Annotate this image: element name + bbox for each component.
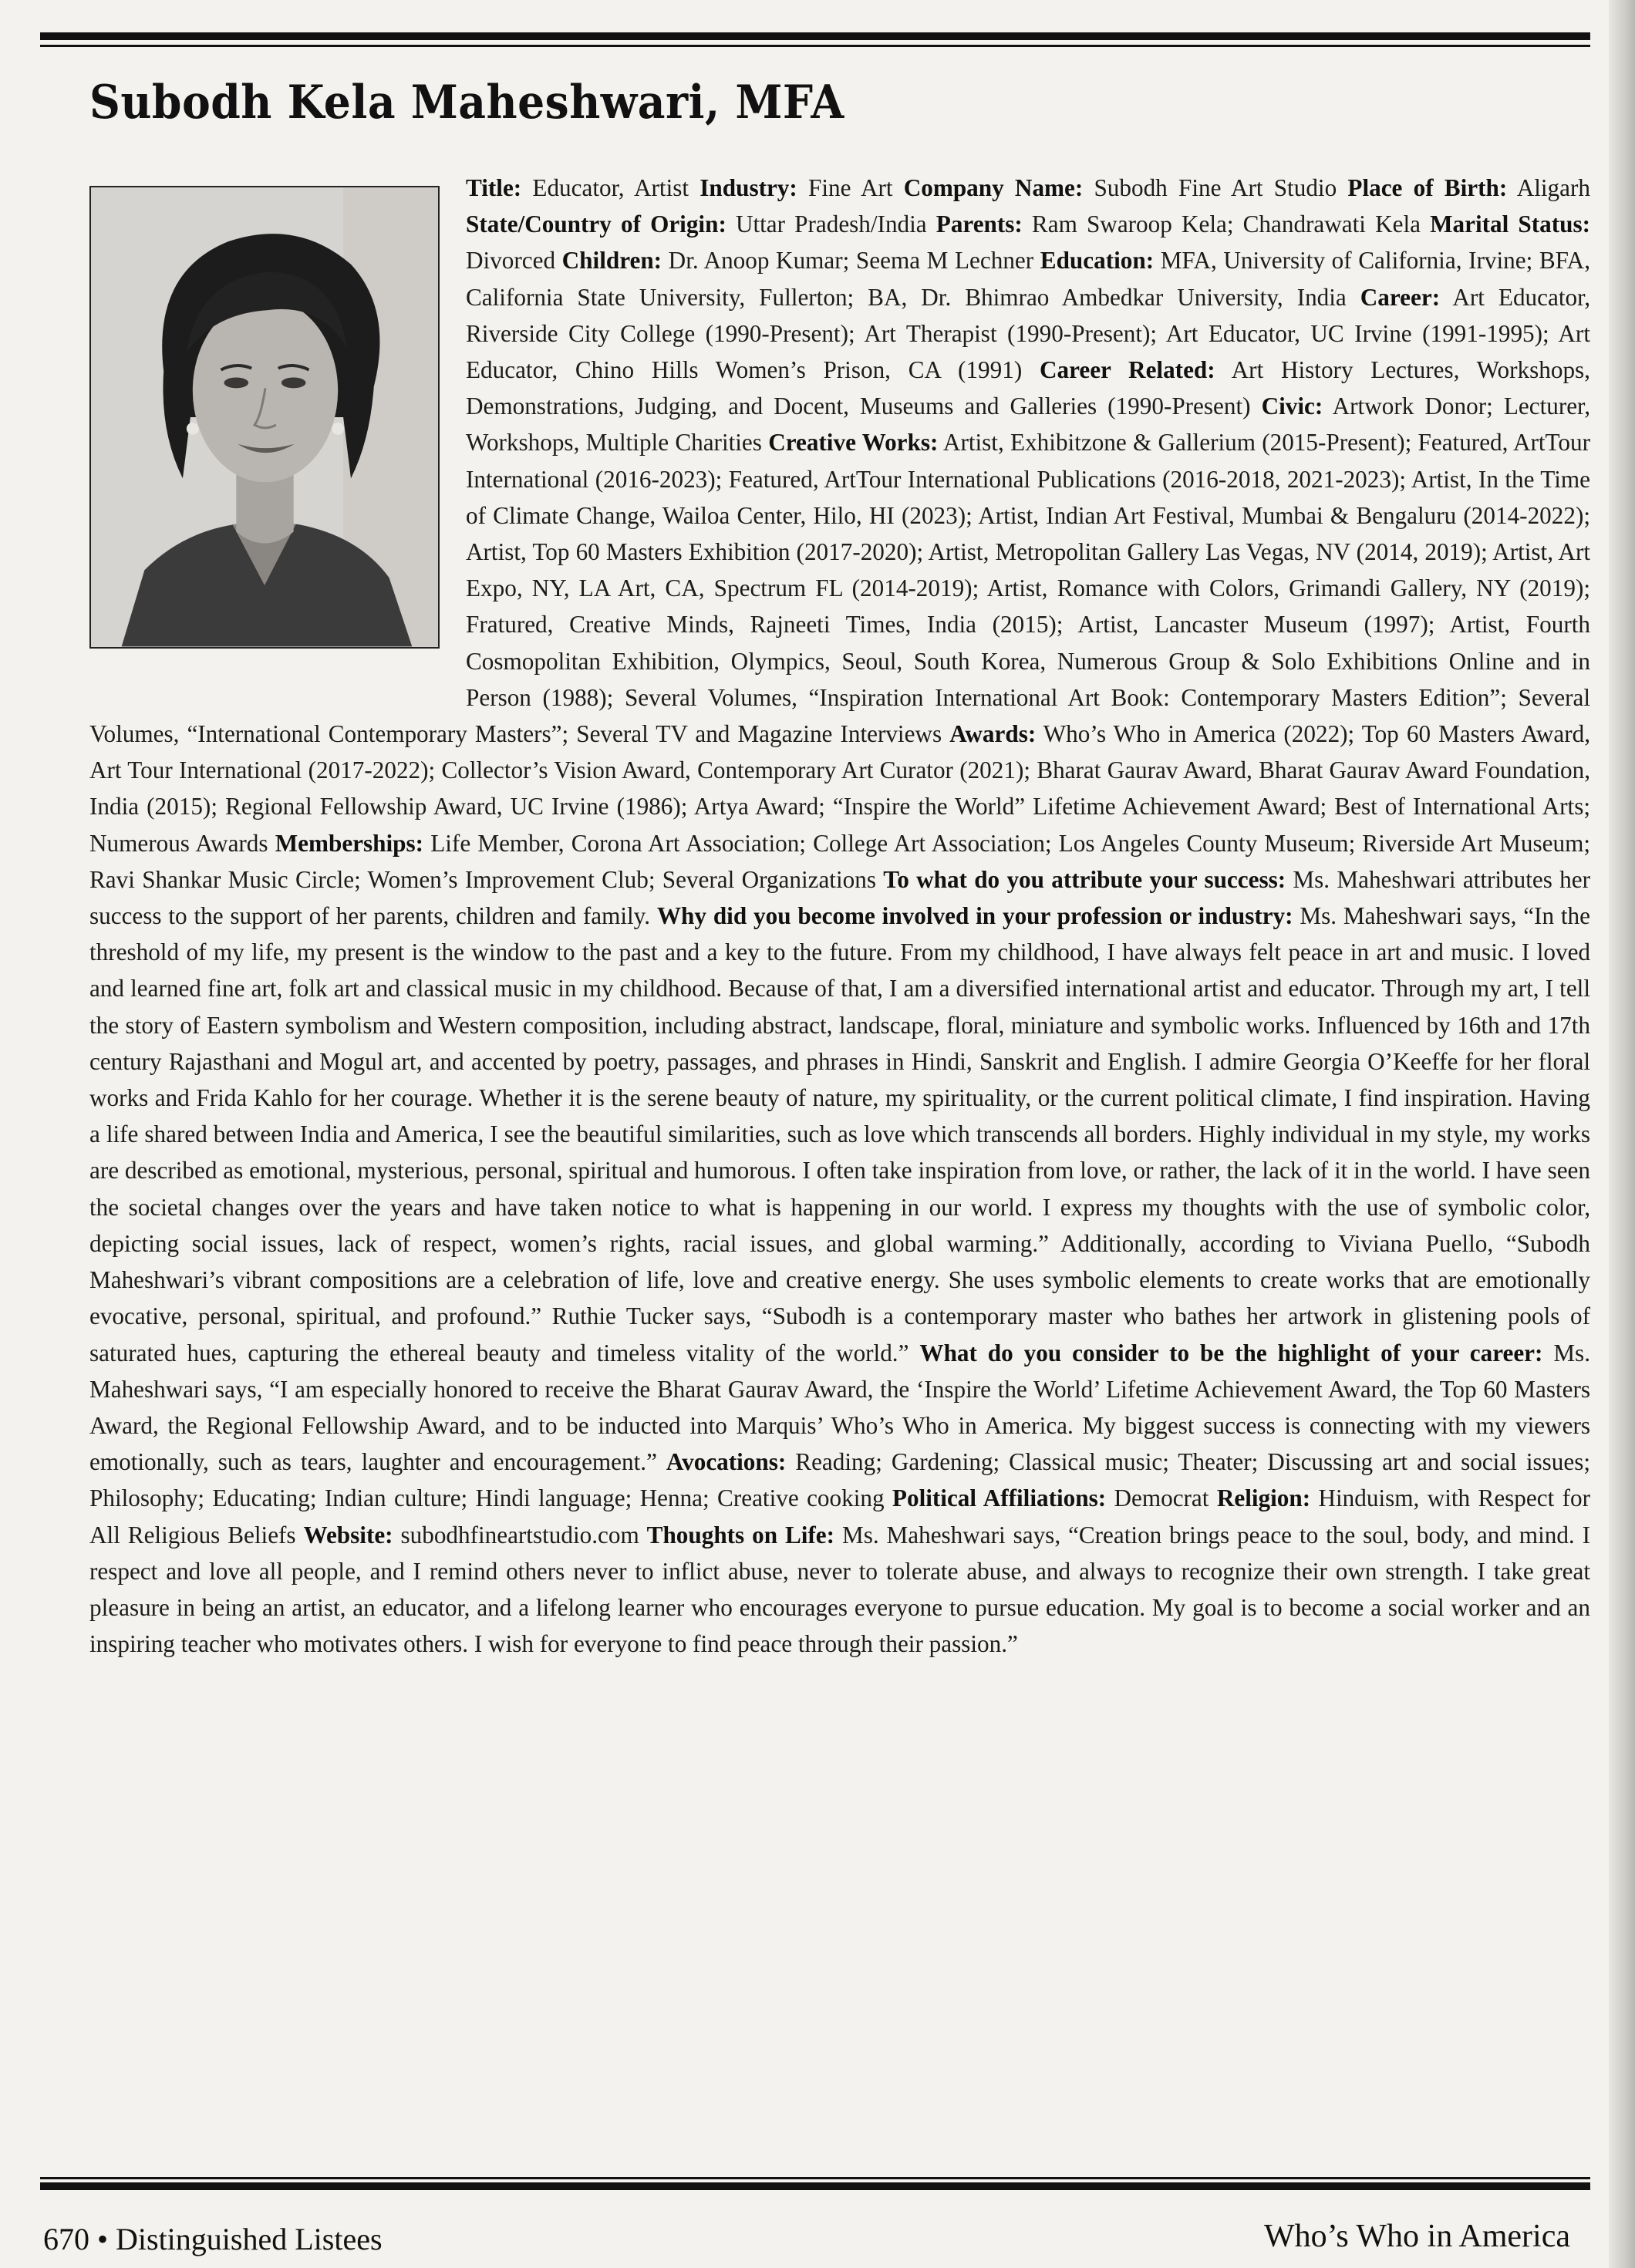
page-edge-shadow [1609,0,1635,2268]
field-label: Career: [1360,283,1441,311]
footer-page-label: 670 • Distinguished Listees [43,2222,383,2256]
field-label: Memberships: [275,829,424,857]
field-label: Career Related: [1039,356,1215,384]
portrait-spacer [89,170,466,691]
bottom-rule-thin [40,2177,1590,2179]
field-label: Education: [1040,247,1155,275]
field-label: Parents: [935,211,1023,238]
field-value: Artwork Donor; Lecturer, Workshops, Multiple Charities [466,393,1590,457]
field-value: Aligarh [1507,174,1590,201]
field-value: Life Member, Corona Art Association; College Art Association; Los Angeles County Museum; Riverside Art Museum; Ravi Shankar Music Circle; Women’s Improvement Club; Several Organizations [89,829,1590,893]
field-label: Marital Status: [1430,211,1590,238]
field-label: Creative Works: [768,429,939,457]
field-label: To what do you attribute your success: [883,865,1286,893]
field-label: What do you consider to be the highlight of your career: [919,1339,1543,1367]
field-value: Ms. Maheshwari says, “I am especially honored to receive the Bharat Gaurav Award, the ‘Inspire the World’ Lifetime Achievement Award, the Top 60 Masters Award, the Regional Fellowship Award, and to be inducted into Marquis’ Who’s Who in America. My biggest success is connecting with my viewers emotionally, such as tears, laughter and encouragement.” [89,1339,1590,1476]
field-value: Who’s Who in America (2022); Top 60 Masters Award, Art Tour International (2017-2022); Collector’s Vision Award, Contemporary Art Curator (2021); Bharat Gaurav Award, Bharat Gaurav Award Foundation, India (2015); Regional Fellowship Award, UC Irvine (1986); Artya Award; “Inspire the World” Lifetime Achievement Award; Best of International Arts; Numerous Awards [89,720,1590,857]
field-label: Religion: [1216,1484,1311,1512]
field-value: Art History Lectures, Workshops, Demonstrations, Judging, and Docent, Museums and Galleries (1990-Present) [466,356,1590,420]
field-value: Ms. Maheshwari attributes her success to the support of her parents, children and family. [89,865,1590,930]
footer-publication: Who’s Who in America [1264,2219,1570,2254]
field-value: Educator, Artist [521,174,700,201]
field-label: State/Country of Origin: [466,211,726,238]
page-title: Subodh Kela Maheshwari, MFA [89,76,844,130]
field-label: Why did you become involved in your profession or industry: [656,902,1293,930]
field-value: Ms. Maheshwari says, “In the threshold of my life, my present is the window to the past and a key to the future. From my childhood, I have always felt peace in art and music. I loved and learned fine art, folk art and classical music in my childhood. Because of that, I am a diversified international artist and educator. Through my art, I tell the story of Eastern symbolism and Western composition, including abstract, landscape, floral, miniature and symbolic works. Influenced by 16th and 17th century Rajasthani and Mogul art, and accented by poetry, passages, and phrases in Hindi, Sanskrit and English. I admire Georgia O’Keeffe for her floral works and Frida Kahlo for her courage. Whether it is the serene beauty of nature, my spirituality, or the current political climate, I find inspiration. Having a life shared between India and America, I see the beautiful similarities, such as love which transcends all borders. Highly individual in my style, my works are described as emotional, mysterious, personal, spiritual and humorous. I often take inspiration from love, or rather, the lack of it in the world. I have seen the societal changes over the years and have taken notice to what is happening in our world. I express my thoughts with the use of symbolic color, depicting social issues, lack of respect, women’s rights, racial issues, and global warming.” Additionally, according to Viviana Puello, “Subodh Maheshwari’s vibrant compositions are a celebration of life, love and creative energy. She uses symbolic elements to create works that are emotionally evocative, personal, spiritual, and profound.” Ruthie Tucker says, “Subodh is a contemporary master who bathes her artwork in glistening pools of saturated hues, capturing the ethereal beauty and timeless vitality of the world.” [89,902,1590,1367]
field-label: Website: [303,1521,393,1549]
bottom-rule [40,2182,1590,2190]
field-value: Uttar Pradesh/India [726,211,936,238]
field-value: Reading; Gardening; Classical music; Theater; Discussing art and social issues; Philosophy; Educating; Indian culture; Hindi language; Henna; Creative cooking [89,1448,1590,1512]
field-label: Thoughts on Life: [646,1521,835,1549]
field-value: Ms. Maheshwari says, “Creation brings peace to the soul, body, and mind. I respect and love all people, and I remind others never to inflict abuse, never to tolerate abuse, and always to recognize their own strength. I take great pleasure in being an artist, an educator, and a lifelong learner who encourages everyone to pursue education. My goal is to become a social worker and an inspiring teacher who motivates others. I wish for everyone to find peace through their passion.” [89,1521,1591,1658]
field-label: Place of Birth: [1347,174,1508,201]
field-value: Fine Art [797,174,904,201]
field-value: Ram Swaroop Kela; Chandrawati Kela [1022,211,1431,238]
field-label: Title: [466,174,522,201]
field-label: Children: [561,247,662,275]
field-value: MFA, University of California, Irvine; BFA, California State University, Fullerton; BA, Dr. Bhimrao Ambedkar University, India [466,247,1590,311]
field-value: subodhfineartstudio.com [393,1521,647,1549]
top-rule-thin [40,45,1590,47]
field-value: Artist, Exhibitzone & Gallerium (2015-Present); Featured, ArtTour International (2016-2023); Featured, ArtTour International Publications (2016-2018, 2021-2023); Artist, In the Time of Climate Change, Wailoa Center, Hilo, HI (2023); Artist, Indian Art Festival, Mumbai & Bengaluru (2014-2022); Artist, Top 60 Masters Exhibition (2017-2020); Artist, Metropolitan Gallery Las Vegas, NV (2014, 2019); Artist, Art Expo, NY, LA Art, CA, Spectrum FL (2014-2019); Artist, Romance with Colors, Grimandi Gallery, NY (2019); Fratured, Creative Minds, Rajneeti Times, India (2015); Artist, Lancaster Museum (1997); Artist, Fourth Cosmopolitan Exhibition, Olympics, Seoul, South Korea, Numerous Group & Solo Exhibitions Online and in Person (1988); Several Volumes, “Inspiration International Art Book: Contemporary Masters Edition”; Several Volumes, “International Contemporary Masters”; Several TV and Magazine Interviews [89,429,1590,748]
field-value: Dr. Anoop Kumar; Seema M Lechner [662,247,1040,275]
field-label: Political Affiliations: [892,1484,1107,1512]
field-label: Awards: [949,720,1037,748]
field-label: Civic: [1261,393,1323,420]
field-value: Divorced [466,247,562,275]
field-value: Subodh Fine Art Studio [1083,174,1348,201]
field-label: Company Name: [903,174,1084,201]
field-value: Hinduism, with Respect for All Religious Beliefs [89,1484,1590,1549]
listing-body [89,170,1590,1662]
field-label: Avocations: [666,1448,787,1476]
top-rule [40,32,1590,40]
field-value: Democrat [1106,1484,1217,1512]
field-label: Industry: [700,174,797,201]
field-value: Art Educator, Riverside City College (1990-Present); Art Therapist (1990-Present); Art Educator, UC Irvine (1991-1995); Art Educator, Chino Hills Women’s Prison, CA (1991) [466,283,1591,384]
